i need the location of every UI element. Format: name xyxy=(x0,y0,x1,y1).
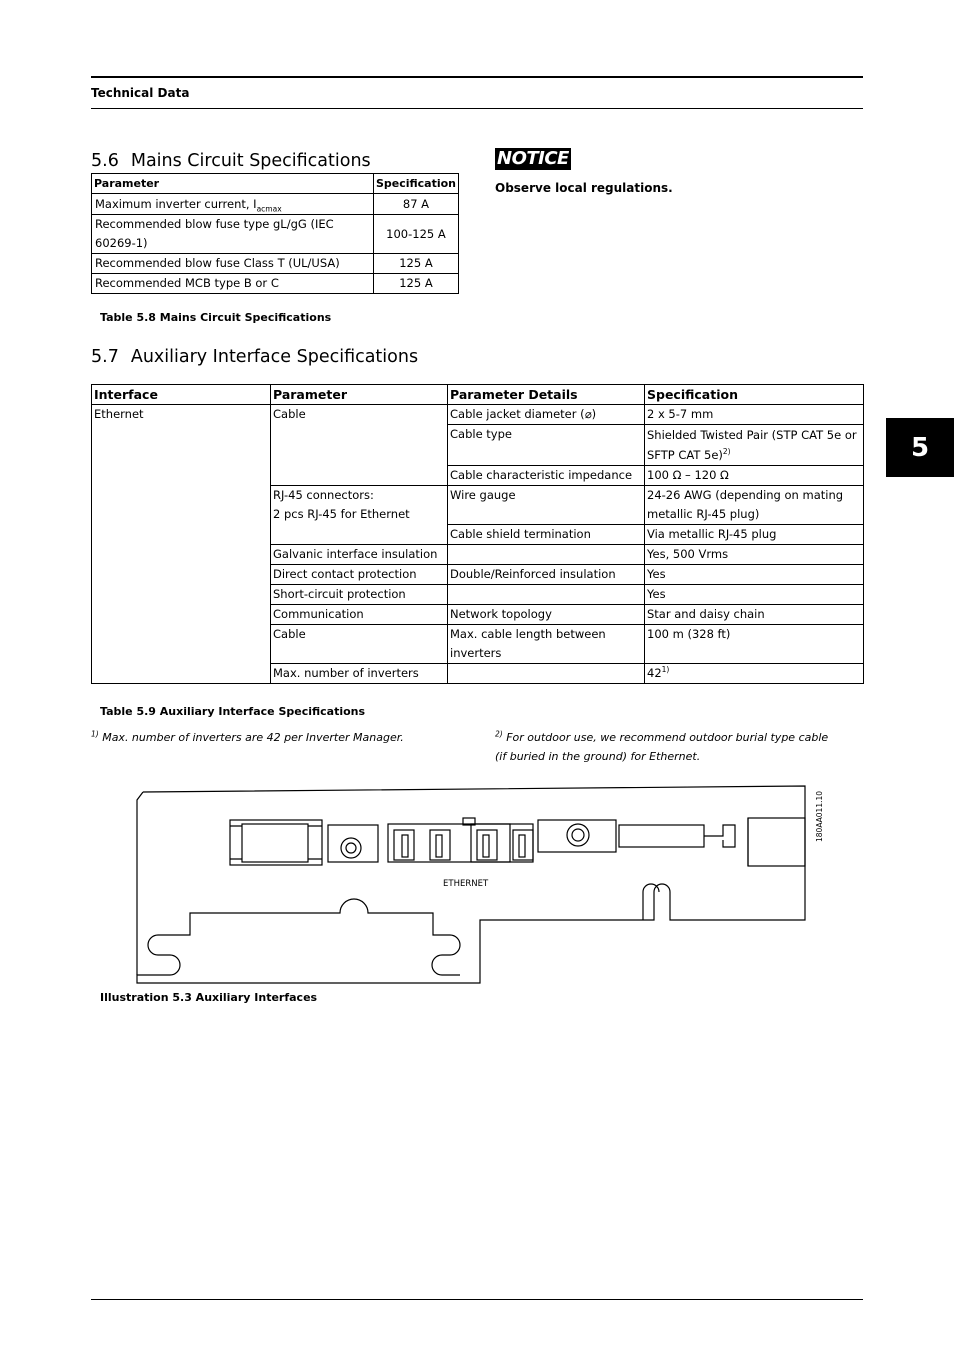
parameter-cell: RJ-45 connectors: 2 pcs RJ-45 for Ethernet xyxy=(271,486,448,545)
table-5-9-caption: Table 5.9 Auxiliary Interface Specifications xyxy=(100,705,366,718)
param-cell: Recommended MCB type B or C xyxy=(92,274,374,294)
spec-cell: 100-125 A xyxy=(373,215,458,254)
header-top-rule xyxy=(91,76,863,78)
table-header-row xyxy=(92,174,459,194)
parameter-cell: Max. number of inverters xyxy=(271,664,448,684)
details-cell: Max. cable length between inverters xyxy=(448,625,645,664)
drawing-code: 180AA011.10 xyxy=(815,790,824,842)
details-cell: Wire gauge xyxy=(448,486,645,525)
details-cell: Cable jacket diameter (⌀) xyxy=(448,405,645,425)
chapter-tab: 5 xyxy=(886,418,954,477)
table-row xyxy=(92,194,459,215)
spec-cell: 42$^{1)}$ xyxy=(645,664,864,684)
section-5-6-heading xyxy=(91,151,371,171)
table-row xyxy=(92,405,864,425)
table-row xyxy=(92,274,459,294)
details-cell: Double/Reinforced insulation xyxy=(448,565,645,585)
col-header-specification: Specification xyxy=(645,385,864,405)
header-bottom-rule xyxy=(91,108,863,109)
parameter-cell: Communication xyxy=(271,605,448,625)
running-header: Technical Data xyxy=(91,86,190,100)
spec-cell: Yes xyxy=(645,585,864,605)
col-header-parameter: Parameter xyxy=(92,174,374,194)
col-header-parameter: Parameter xyxy=(271,385,448,405)
details-cell: Cable characteristic impedance xyxy=(448,466,645,486)
spec-cell: Star and daisy chain xyxy=(645,605,864,625)
spec-cell: 125 A xyxy=(373,254,458,274)
table-5-8-caption: Table 5.8 Mains Circuit Specifications xyxy=(100,311,332,324)
section-number: 5.7 xyxy=(91,347,119,367)
footnote-1: $^{1)}$ Max. number of inverters are 42 per Inverter Manager. xyxy=(91,729,404,744)
footer-rule xyxy=(91,1299,863,1300)
spec-cell: Yes, 500 Vrms xyxy=(645,545,864,565)
spec-cell: 100 Ω – 120 Ω xyxy=(645,466,864,486)
spec-cell: Shielded Twisted Pair (STP CAT 5e or SFTP CAT 5e)$^{2)}$ xyxy=(645,425,864,466)
col-header-parameter-details: Parameter Details xyxy=(448,385,645,405)
details-cell xyxy=(448,545,645,565)
details-cell xyxy=(448,664,645,684)
notice-badge: NOTICE xyxy=(497,148,569,169)
mains-circuit-table xyxy=(91,173,459,294)
parameter-cell: Short-circuit protection xyxy=(271,585,448,605)
spec-cell: 2 x 5-7 mm xyxy=(645,405,864,425)
ethernet-label: ETHERNET xyxy=(443,879,489,889)
col-header-interface: Interface xyxy=(92,385,271,405)
spec-cell: 24-26 AWG (depending on mating metallic RJ-45 plug) xyxy=(645,486,864,525)
section-number: 5.6 xyxy=(91,151,119,171)
spec-cell: 87 A xyxy=(373,194,458,215)
table-row xyxy=(92,254,459,274)
footnote-2: $^{2)}$ For outdoor use, we recommend outdoor burial type cable (if buried in the ground) for Ethernet. xyxy=(495,729,829,763)
details-cell: Cable shield termination xyxy=(448,525,645,545)
param-cell: Maximum inverter current, $I_{acmax}$ xyxy=(92,194,374,215)
details-cell: Network topology xyxy=(448,605,645,625)
auxiliary-interface-table xyxy=(91,384,864,684)
table-header-row xyxy=(92,385,864,405)
parameter-cell: Cable xyxy=(271,405,448,486)
illustration-caption: Illustration 5.3 Auxiliary Interfaces xyxy=(100,991,318,1004)
param-cell: Recommended blow fuse Class T (UL/USA) xyxy=(92,254,374,274)
spec-cell: 125 A xyxy=(373,274,458,294)
parameter-cell: Galvanic interface insulation xyxy=(271,545,448,565)
col-header-specification: Specification xyxy=(373,174,458,194)
section-5-7-heading xyxy=(91,347,418,367)
parameter-cell: Cable xyxy=(271,625,448,664)
section-title: Auxiliary Interface Specifications xyxy=(130,347,419,367)
auxiliary-interfaces-illustration xyxy=(130,780,835,990)
spec-cell: Yes xyxy=(645,565,864,585)
notice-text: Observe local regulations. xyxy=(495,181,673,195)
section-title: Mains Circuit Specifications xyxy=(130,151,371,171)
table-row xyxy=(92,215,459,254)
interface-cell: Ethernet xyxy=(92,405,271,684)
details-cell xyxy=(448,585,645,605)
parameter-cell: Direct contact protection xyxy=(271,565,448,585)
spec-cell: 100 m (328 ft) xyxy=(645,625,864,664)
spec-cell: Via metallic RJ-45 plug xyxy=(645,525,864,545)
details-cell: Cable type xyxy=(448,425,645,466)
param-cell: Recommended blow fuse type gL/gG (IEC 60269-1) xyxy=(92,215,374,254)
